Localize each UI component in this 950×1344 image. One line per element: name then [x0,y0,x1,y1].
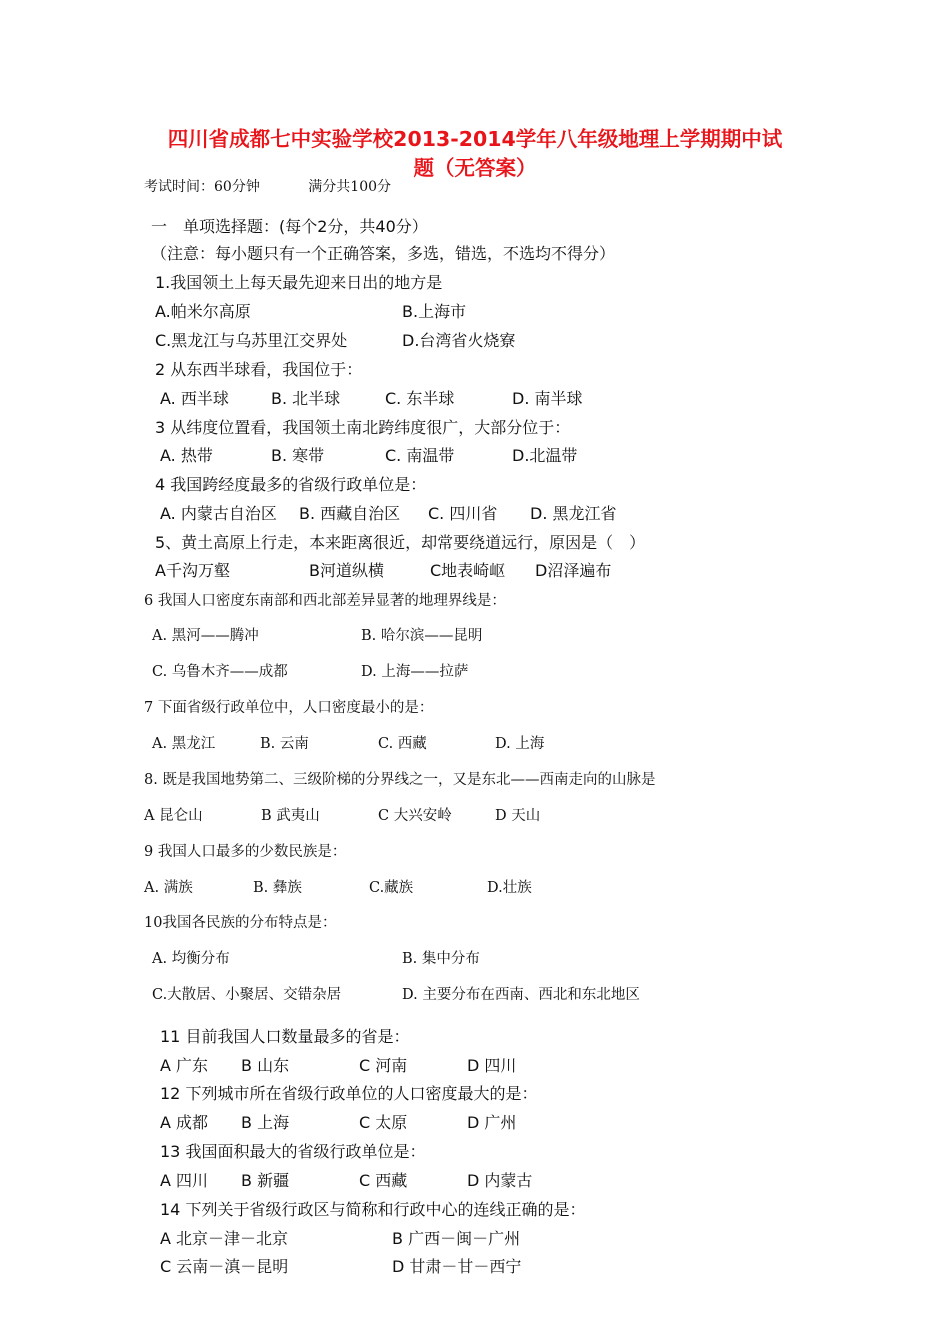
q14-option-a: A 北京－津－北京 [160,1229,289,1248]
question-1: 1.我国领土上每天最先迎来日出的地方是 [155,273,443,292]
question-6: 6 我国人口密度东南部和西北部差异显著的地理界线是： [144,593,506,609]
question-2: 2 从东西半球看，我国位于： [155,360,363,379]
q6-option-a: A. 黑河——腾冲 [152,628,259,644]
q9-option-c: C.藏族 [369,880,414,896]
page-title-continued: 题（无答案） [413,156,537,180]
q7-option-d: D. 上海 [495,736,545,752]
q2-option-d: D. 南半球 [512,389,583,408]
q1-option-d: D.台湾省火烧寮 [402,331,516,350]
question-7: 7 下面省级行政单位中，人口密度最小的是： [144,700,434,716]
q9-option-b: B. 彝族 [253,880,302,896]
q12-option-c: C 太原 [359,1113,408,1132]
question-4: 4 我国跨经度最多的省级行政单位是： [155,475,427,494]
q10-option-b: B. 集中分布 [402,951,480,967]
question-5: 5、黄土高原上行走，本来距离很近，却常要绕道远行，原因是（ ） [155,533,646,552]
q7-option-a: A. 黑龙江 [152,736,216,752]
q12-option-d: D 广州 [467,1113,517,1132]
q13-option-b: B 新疆 [241,1171,290,1190]
exam-time: 考试时间：60分钟 [144,179,260,195]
q1-option-a: A.帕米尔高原 [155,302,251,321]
question-12: 12 下列城市所在省级行政单位的人口密度最大的是： [160,1084,538,1103]
q14-option-d: D 甘肃－甘－西宁 [392,1257,522,1276]
q9-option-d: D.壮族 [487,880,532,896]
q6-option-c: C. 乌鲁木齐——成都 [152,664,288,680]
q10-option-d: D. 主要分布在西南、西北和东北地区 [402,987,640,1003]
q13-option-c: C 西藏 [359,1171,408,1190]
q2-option-a: A. 西半球 [160,389,229,408]
question-10: 10我国各民族的分布特点是： [144,915,337,931]
q12-option-a: A 成都 [160,1113,209,1132]
q3-option-a: A. 热带 [160,446,213,465]
q8-option-a: A 昆仑山 [144,808,203,824]
q5-option-b: B河道纵横 [309,561,384,580]
q4-option-b: B. 西藏自治区 [299,504,401,523]
question-11: 11 目前我国人口数量最多的省是： [160,1027,410,1046]
q10-option-a: A. 均衡分布 [152,951,230,967]
q6-option-d: D. 上海——拉萨 [361,664,469,680]
q8-option-d: D 天山 [495,808,541,824]
q8-option-c: C 大兴安岭 [378,808,452,824]
q10-option-c: C.大散居、小聚居、交错杂居 [152,987,342,1003]
q4-option-a: A. 内蒙古自治区 [160,504,277,523]
q6-option-b: B. 哈尔滨——昆明 [361,628,483,644]
question-14: 14 下列关于省级行政区与简称和行政中心的连线正确的是： [160,1200,586,1219]
q11-option-a: A 广东 [160,1056,209,1075]
q5-option-d: D沼泽遍布 [535,561,612,580]
q1-option-b: B.上海市 [402,302,467,321]
question-3: 3 从纬度位置看，我国领土南北跨纬度很广，大部分位于： [155,418,571,437]
section-note: （注意：每小题只有一个正确答案，多选，错选，不选均不得分） [151,244,616,263]
question-8: 8. 既是我国地势第二、三级阶梯的分界线之一，又是东北——西南走向的山脉是 [144,772,656,788]
q5-option-c: C地表崎岖 [430,561,506,580]
q14-option-c: C 云南－滇－昆明 [160,1257,289,1276]
q3-option-d: D.北温带 [512,446,578,465]
page-title: 四川省成都七中实验学校2013-2014学年八年级地理上学期期中试 [167,127,783,151]
q13-option-d: D 内蒙古 [467,1171,533,1190]
q7-option-c: C. 西藏 [378,736,427,752]
q11-option-d: D 四川 [467,1056,517,1075]
q1-option-c: C.黑龙江与乌苏里江交界处 [155,331,348,350]
section-heading: 一 单项选择题：(每个2分，共40分） [151,217,428,236]
q12-option-b: B 上海 [241,1113,290,1132]
exam-info [144,176,391,196]
question-9: 9 我国人口最多的少数民族是： [144,844,347,860]
q9-option-a: A. 满族 [144,880,193,896]
q11-option-b: B 山东 [241,1056,290,1075]
q3-option-c: C. 南温带 [385,446,455,465]
full-score: 满分共100分 [308,179,392,195]
q2-option-b: B. 北半球 [271,389,341,408]
q3-option-b: B. 寒带 [271,446,325,465]
q7-option-b: B. 云南 [260,736,309,752]
q4-option-c: C. 四川省 [428,504,498,523]
q14-option-b: B 广西－闽－广州 [392,1229,521,1248]
q8-option-b: B 武夷山 [261,808,320,824]
q2-option-c: C. 东半球 [385,389,455,408]
q4-option-d: D. 黑龙江省 [530,504,617,523]
q11-option-c: C 河南 [359,1056,408,1075]
q13-option-a: A 四川 [160,1171,209,1190]
q5-option-a: A千沟万壑 [155,561,230,580]
question-13: 13 我国面积最大的省级行政单位是： [160,1142,426,1161]
